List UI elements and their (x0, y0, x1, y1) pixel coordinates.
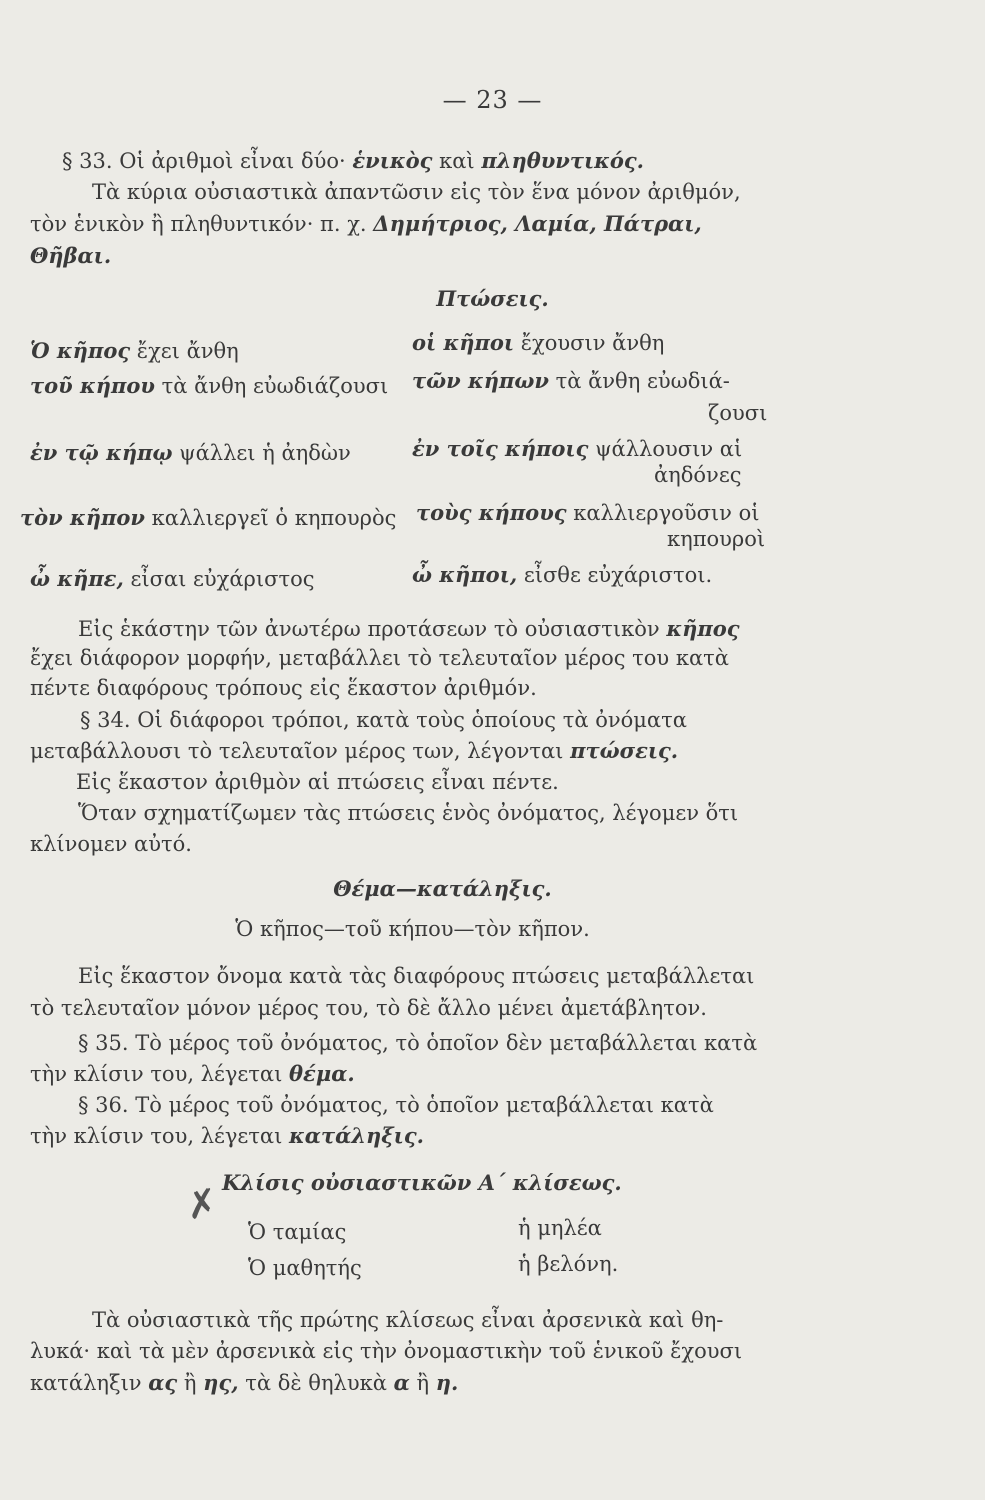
case-nom-sg: Ὁ κῆπος ἔχει ἄνθη (30, 338, 239, 363)
sec33-line2: Τὰ κύρια οὐσιαστικὰ ἀπαντῶσιν εἰς τὸν ἕνα μόνον ἀριθμόν, (92, 180, 741, 204)
case-voc-pl: ὦ κῆποι, εἶσθε εὐχάριστοι. (412, 562, 713, 587)
para1-line3: πέντε διαφόρους τρόπους εἰς ἕκαστον ἀριθμόν. (30, 676, 537, 700)
pencil-mark: ✗ (182, 1179, 222, 1229)
para1-line1: Εἰς ἑκάστην τῶν ἀνωτέρω προτάσεων τὸ οὐσιαστικὸν κῆπος (78, 616, 740, 641)
case-acc-pl: τοὺς κήπους καλλιεργοῦσιν οἱ (416, 500, 760, 525)
page-number: — 23 — (442, 86, 543, 114)
case-dat-pl: ἐν τοῖς κήποις ψάλλουσιν αἱ (412, 436, 743, 461)
final-line1: Τὰ οὐσιαστικὰ τῆς πρώτης κλίσεως εἶναι ἀρσενικὰ καὶ θη- (92, 1308, 724, 1332)
sec34-line5: κλίνομεν αὐτό. (30, 832, 192, 856)
sec34-line2: μεταβάλλουσι τὸ τελευταῖον μέρος των, λέγονται πτώσεις. (30, 738, 679, 763)
para2-line1: Εἰς ἕκαστον ὄνομα κατὰ τὰς διαφόρους πτώσεις μεταβάλλεται (78, 964, 755, 988)
noun-belone: ἡ βελόνη. (518, 1252, 619, 1276)
sec36-line1: § 36. Τὸ μέρος τοῦ ὀνόματος, τὸ ὁποῖον μεταβάλλεται κατὰ (78, 1093, 714, 1117)
case-acc-sg: τὸν κῆπον καλλιεργεῖ ὁ κηπουρὸς (20, 505, 397, 530)
heading-ptoseis: Πτώσεις. (436, 286, 549, 311)
heading-thema: Θέμα—κατάληξις. (333, 876, 552, 901)
sec35-line1: § 35. Τὸ μέρος τοῦ ὀνόματος, τὸ ὁποῖον δὲν μεταβάλλεται κατὰ (78, 1031, 758, 1055)
case-acc-pl-cont: κηπουροὶ (667, 527, 766, 551)
heading-klisis: Κλίσις οὐσιαστικῶν Α΄ κλίσεως. (222, 1170, 622, 1195)
case-dat-sg: ἐν τῷ κήπῳ ψάλλει ἡ ἀηδὼν (30, 440, 351, 465)
sec35-line2: τὴν κλίσιν του, λέγεται θέμα. (30, 1061, 355, 1086)
noun-milea: ἡ μηλέα (518, 1216, 602, 1240)
sec33-line3: τὸν ἑνικὸν ἢ πληθυντικόν· π. χ. Δημήτριος, Λαμία, Πάτραι, (30, 211, 702, 236)
case-gen-sg: τοῦ κήπου τὰ ἄνθη εὐωδιάζουσι (30, 373, 389, 398)
sec33-line4: Θῆβαι. (30, 243, 112, 268)
case-nom-pl: οἱ κῆποι ἔχουσιν ἄνθη (412, 330, 665, 355)
case-voc-sg: ὦ κῆπε, εἶσαι εὐχάριστος (30, 566, 315, 591)
para2-line2: τὸ τελευταῖον μόνον μέρος του, τὸ δὲ ἄλλο μένει ἀμετάβλητον. (30, 996, 707, 1020)
noun-mathitis: Ὁ μαθητής (248, 1256, 362, 1280)
case-gen-pl-cont: ζουσι (708, 401, 768, 425)
final-line2: λυκά· καὶ τὰ μὲν ἀρσενικὰ εἰς τὴν ὀνομαστικὴν τοῦ ἑνικοῦ ἔχουσι (30, 1339, 743, 1363)
example-line: Ὁ κῆπος—τοῦ κήπου—τὸν κῆπον. (235, 917, 590, 941)
case-gen-pl: τῶν κήπων τὰ ἄνθη εὐωδιά- (412, 368, 730, 393)
sec34-line1: § 34. Οἱ διάφοροι τρόποι, κατὰ τοὺς ὁποίους τὰ ὀνόματα (80, 708, 687, 732)
final-line3: κατάληξιν ας ἢ ης, τὰ δὲ θηλυκὰ α ἢ η. (30, 1370, 459, 1395)
sec33-line1: § 33. Οἱ ἀριθμοὶ εἶναι δύο· ἑνικὸς καὶ πληθυντικός. (62, 148, 644, 173)
noun-tamias: Ὁ ταμίας (248, 1220, 347, 1244)
sec36-line2: τὴν κλίσιν του, λέγεται κατάληξις. (30, 1123, 424, 1148)
sec34-line4: Ὅταν σχηματίζωμεν τὰς πτώσεις ἑνὸς ὀνόματος, λέγομεν ὅτι (78, 801, 739, 825)
case-dat-pl-cont: ἀηδόνες (654, 463, 742, 487)
para1-line2: ἔχει διάφορον μορφήν, μεταβάλλει τὸ τελευταῖον μέρος του κατὰ (30, 646, 729, 670)
sec34-line3: Εἰς ἕκαστον ἀριθμὸν αἱ πτώσεις εἶναι πέντε. (76, 770, 559, 794)
